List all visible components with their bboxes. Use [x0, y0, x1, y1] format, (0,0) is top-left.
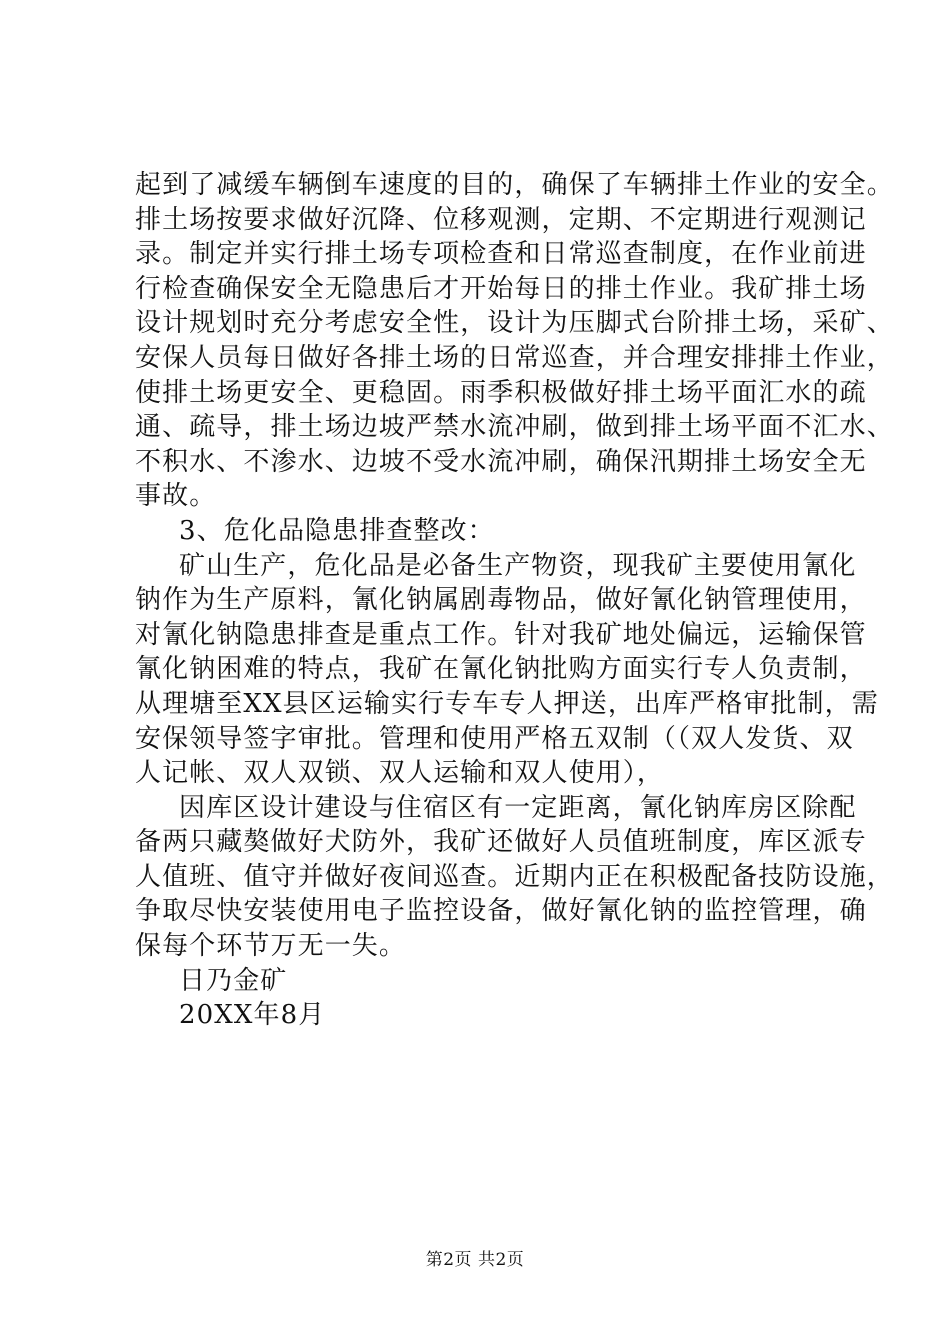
paragraph-line: 事故。	[135, 481, 217, 512]
section-heading: 3、危化品隐患排查整改：	[179, 515, 495, 546]
paragraph-line: 对氰化钠隐患排查是重点工作。针对我矿地处偏远，运输保管	[135, 619, 867, 650]
paragraph-line: 不积水、不渗水、边坡不受水流冲刷，确保汛期排土场安全无	[135, 446, 867, 477]
paragraph-line: 通、疏导，排土场边坡严禁水流冲刷，做到排土场平面不汇水、	[135, 412, 894, 443]
signature-date: 20XX年8月	[179, 1000, 326, 1031]
paragraph-line: 争取尽快安装使用电子监控设备，做好氰化钠的监控管理，确	[135, 896, 867, 927]
paragraph-line: 录。制定并实行排土场专项检查和日常巡查制度，在作业前进	[135, 239, 867, 270]
page-number-footer: 第2页 共2页	[425, 1250, 525, 1270]
paragraph-line: 行检查确保安全无隐患后才开始每日的排土作业。我矿排土场	[135, 273, 867, 304]
paragraph-line: 矿山生产，危化品是必备生产物资，现我矿主要使用氰化	[179, 550, 857, 581]
signature-organization: 日乃金矿	[179, 965, 288, 996]
paragraph-line: 从理塘至XX县区运输实行专车专人押送，出库严格审批制，需	[135, 688, 879, 719]
paragraph-line: 备两只藏獒做好犬防外，我矿还做好人员值班制度，库区派专	[135, 827, 867, 858]
document-body	[135, 168, 894, 1033]
paragraph-line: 钠作为生产原料，氰化钠属剧毒物品，做好氰化钠管理使用，	[135, 585, 867, 616]
paragraph-line: 起到了减缓车辆倒车速度的目的，确保了车辆排土作业的安全。	[135, 170, 894, 200]
paragraph-line: 氰化钠困难的特点，我矿在氰化钠批购方面实行专人负责制，	[135, 654, 867, 685]
paragraph-line: 因库区设计建设与住宿区有一定距离，氰化钠库房区除配	[179, 792, 857, 823]
paragraph-line: 人值班、值守并做好夜间巡查。近期内正在积极配备技防设施，	[135, 861, 894, 892]
paragraph-line: 人记帐、双人双锁、双人运输和双人使用），	[135, 758, 665, 789]
paragraph-line: 安保领导签字审批。管理和使用严格五双制（（双人发货、双	[135, 723, 854, 754]
paragraph-line: 设计规划时充分考虑安全性，设计为压脚式台阶排土场，采矿、	[135, 308, 894, 339]
paragraph-line: 安保人员每日做好各排土场的日常巡查，并合理安排排土作业，	[135, 342, 894, 373]
paragraph-line: 保每个环节万无一失。	[135, 931, 407, 962]
paragraph-line: 使排土场更安全、更稳固。雨季积极做好排土场平面汇水的疏	[135, 377, 867, 408]
paragraph-line: 排土场按要求做好沉降、位移观测，定期、不定期进行观测记	[135, 204, 867, 235]
